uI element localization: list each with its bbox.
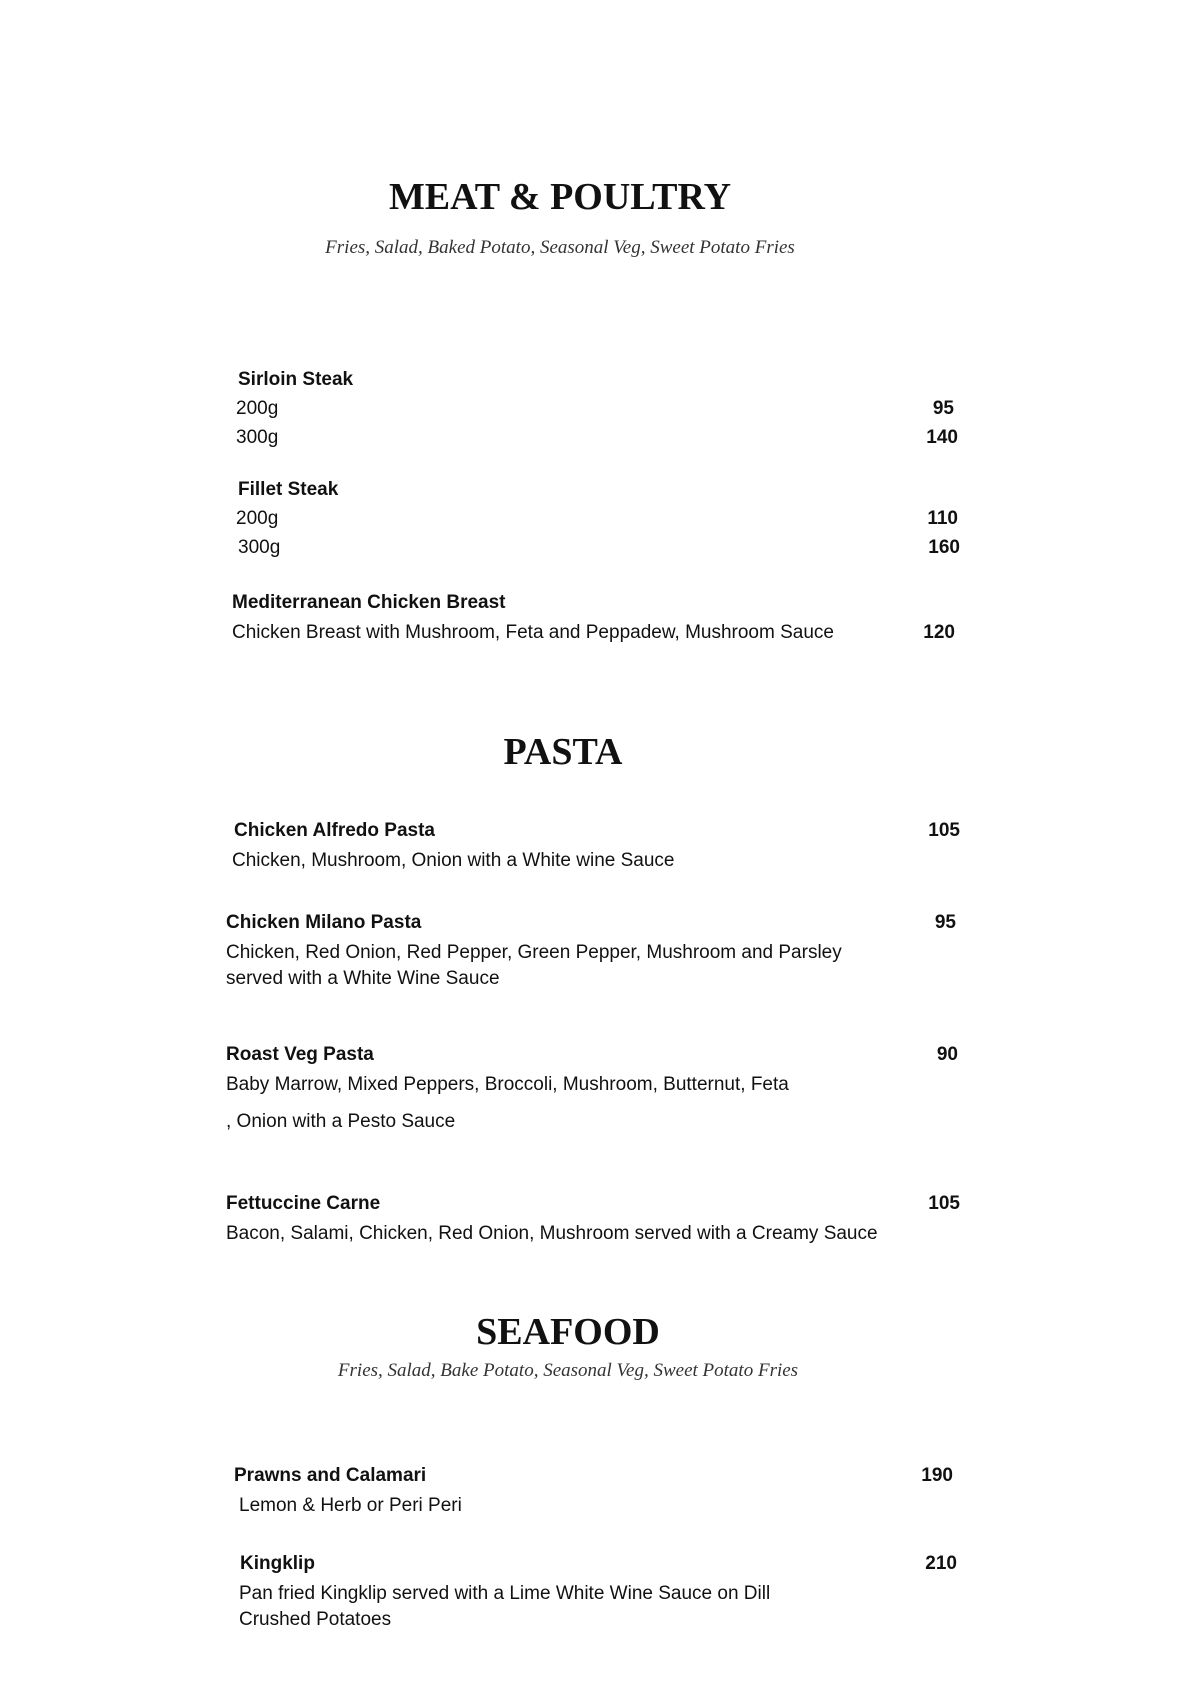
seafood-sides-note: Fries, Salad, Bake Potato, Seasonal Veg, Sweet Potato Fries	[337, 1360, 799, 1381]
pasta-item-description: Bacon, Salami, Chicken, Red Onion, Mushroom served with a Creamy Sauce	[226, 1223, 878, 1244]
pasta-item-description: , Onion with a Pesto Sauce	[226, 1111, 456, 1132]
fillet-steak-name: Fillet Steak	[238, 479, 339, 500]
mediterranean-chicken-price: 120	[923, 622, 955, 643]
meat-poultry-heading: MEAT & POULTRY	[388, 176, 732, 218]
sirloin-price-200g: 95	[932, 398, 954, 419]
pasta-item-name: Fettuccine Carne	[226, 1193, 381, 1214]
pasta-item-description: served with a White Wine Sauce	[226, 968, 500, 989]
fillet-size-200g: 200g	[236, 508, 279, 529]
fillet-price-200g: 110	[927, 508, 958, 529]
seafood-item-description: Pan fried Kingklip served with a Lime White Wine Sauce on Dill	[239, 1583, 771, 1604]
pasta-item-price: 90	[936, 1044, 958, 1065]
pasta-item-name: Roast Veg Pasta	[226, 1044, 374, 1065]
pasta-item-name: Chicken Alfredo Pasta	[234, 820, 435, 841]
mediterranean-chicken-description: Chicken Breast with Mushroom, Feta and Peppadew, Mushroom Sauce	[232, 622, 834, 643]
seafood-item-description: Lemon & Herb or Peri Peri	[239, 1495, 462, 1516]
seafood-item-price: 210	[925, 1553, 957, 1574]
pasta-item-price: 105	[928, 1193, 960, 1214]
pasta-item-name: Chicken Milano Pasta	[226, 912, 422, 933]
pasta-item-description: Chicken, Mushroom, Onion with a White wine Sauce	[232, 850, 675, 871]
seafood-item-name: Kingklip	[240, 1553, 315, 1574]
seafood-item-price: 190	[921, 1465, 953, 1486]
sirloin-steak-name: Sirloin Steak	[238, 369, 354, 390]
meat-sides-note: Fries, Salad, Baked Potato, Seasonal Veg, Sweet Potato Fries	[325, 237, 795, 258]
pasta-item-description: Baby Marrow, Mixed Peppers, Broccoli, Mushroom, Butternut, Feta	[226, 1074, 789, 1095]
pasta-item-price: 95	[934, 912, 956, 933]
pasta-heading: PASTA	[503, 731, 623, 773]
sirloin-size-300g: 300g	[236, 427, 279, 448]
pasta-item-price: 105	[928, 820, 960, 841]
seafood-item-name: Prawns and Calamari	[234, 1465, 427, 1486]
sirloin-size-200g: 200g	[236, 398, 279, 419]
seafood-heading: SEAFOOD	[476, 1311, 660, 1353]
sirloin-price-300g: 140	[926, 427, 958, 448]
fillet-price-300g: 160	[928, 537, 960, 558]
fillet-size-300g: 300g	[238, 537, 281, 558]
seafood-item-description: Crushed Potatoes	[239, 1609, 392, 1630]
pasta-item-description: Chicken, Red Onion, Red Pepper, Green Pepper, Mushroom and Parsley	[226, 942, 842, 963]
mediterranean-chicken-name: Mediterranean Chicken Breast	[232, 592, 506, 613]
